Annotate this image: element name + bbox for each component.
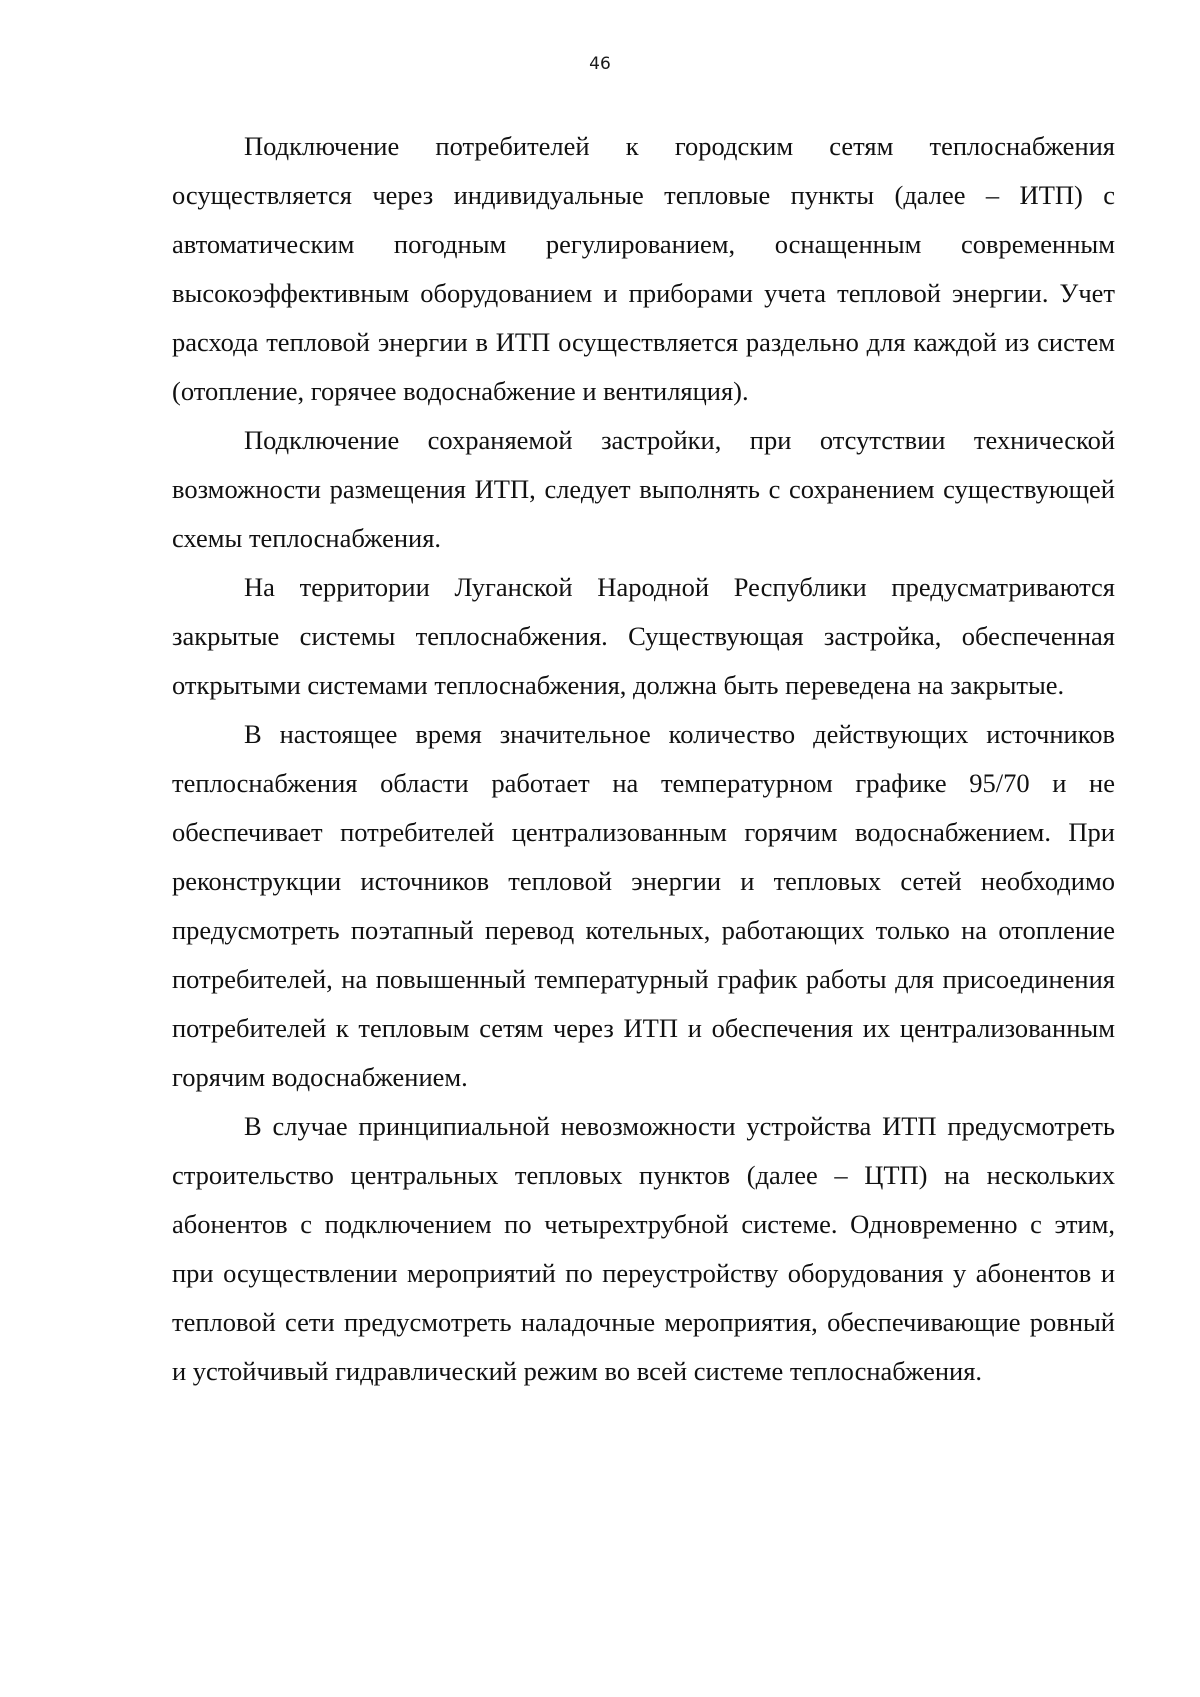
document-body bbox=[172, 122, 1115, 1396]
paragraph-closed-systems: На территории Луганской Народной Республики предусматриваются закрытые системы теплоснабжения. Существующая застройка, обеспеченная открытыми системами теплоснабжения, должна быть переведена на закрытые. bbox=[172, 572, 1115, 700]
paragraph-temperature-schedule: В настоящее время значительное количество действующих источников теплоснабжения области работает на температурном графике 95/70 и не обеспечивает потребителей централизованным горячим водоснабжением. При реконструкции источников тепловой энергии и тепловых сетей необходимо предусмотреть поэтапный перевод котельных, работающих только на отопление потребителей, на повышенный температурный график работы для присоединения потребителей к тепловым сетям через ИТП и обеспечения их централизованным горячим водоснабжением. bbox=[172, 719, 1115, 1092]
paragraph-itp-connection: Подключение потребителей к городским сетям теплоснабжения осуществляется через индивидуальные тепловые пункты (далее – ИТП) с автоматическим погодным регулированием, оснащенным современным высокоэффективным оборудованием и приборами учета тепловой энергии. Учет расхода тепловой энергии в ИТП осуществляется раздельно для каждой из систем (отопление, горячее водоснабжение и вентиляция). bbox=[172, 131, 1115, 406]
paragraph-central-heat-points: В случае принципиальной невозможности устройства ИТП предусмотреть строительство центральных тепловых пунктов (далее – ЦТП) на нескольких абонентов с подключением по четырехтрубной системе. Одновременно с этим, при осуществлении мероприятий по переустройству оборудования у абонентов и тепловой сети предусмотреть наладочные мероприятия, обеспечивающие ровный и устойчивый гидравлический режим во всей системе теплоснабжения. bbox=[172, 1111, 1115, 1386]
page-number: 46 bbox=[589, 54, 611, 74]
paragraph-preserved-buildings: Подключение сохраняемой застройки, при отсутствии технической возможности размещения ИТП, следует выполнять с сохранением существующей схемы теплоснабжения. bbox=[172, 425, 1115, 553]
